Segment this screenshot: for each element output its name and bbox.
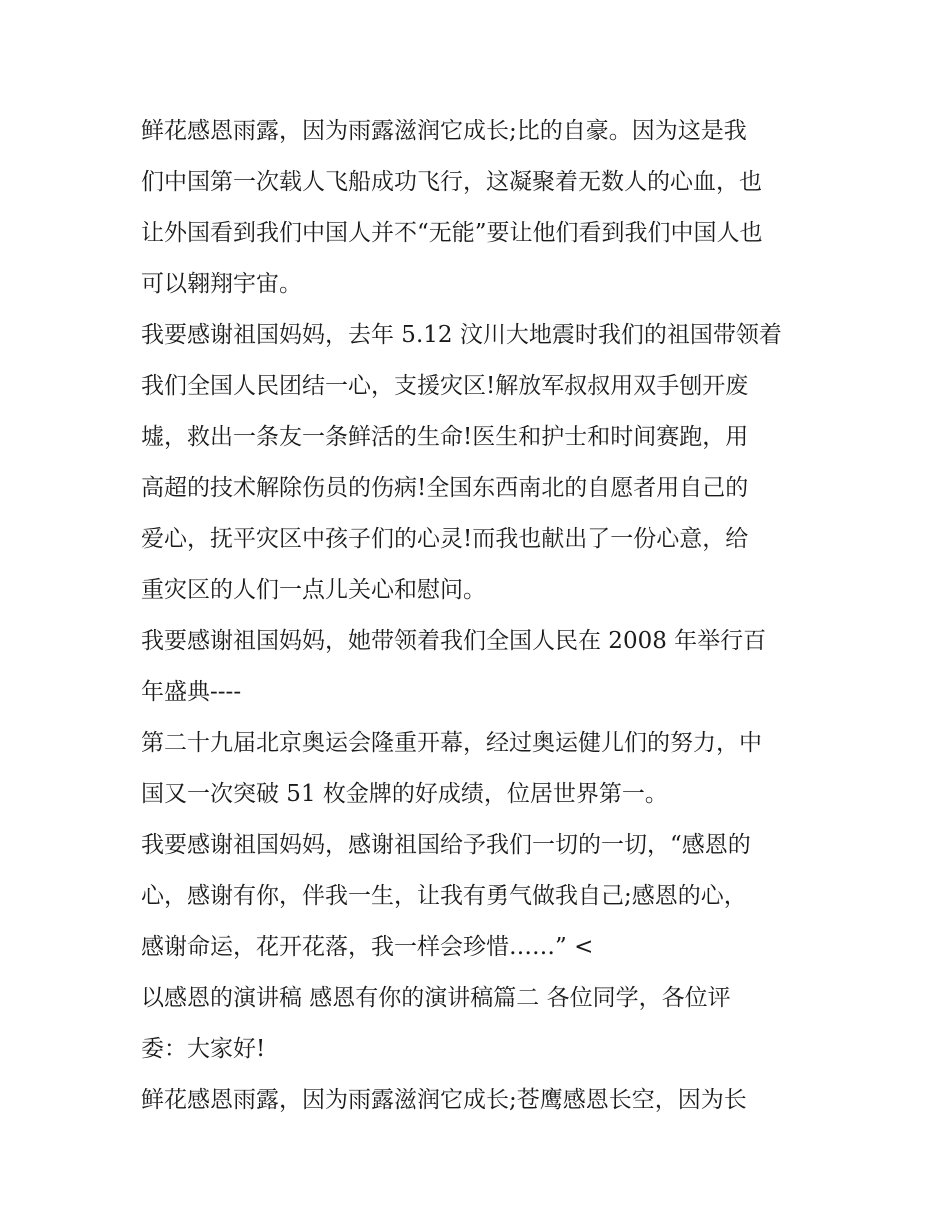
text-line: 们中国第一次载人飞船成功飞行，这凝聚着无数人的心血，也 [141, 169, 762, 195]
text-line: 高超的技术解除伤员的伤病!全国东西南北的自愿者用自己的 [141, 475, 749, 501]
document-body [141, 106, 821, 1126]
text-line: 我们全国人民团结一心，支援灾区!解放军叔叔用双手刨开废 [141, 373, 749, 399]
text-line: 墟，救出一条友一条鲜活的生命!医生和护士和时间赛跑，用 [141, 424, 749, 450]
text-line: 可以翱翔宇宙。 [141, 271, 302, 297]
text-line: 第二十九届北京奥运会隆重开幕，经过奥运健儿们的努力，中 [141, 730, 762, 756]
text-line: 鲜花感恩雨露，因为雨露滋润它成长;比的自豪。因为这是我 [141, 118, 747, 144]
text-line: 委：大家好! [141, 1036, 266, 1062]
text-line: 心，感谢有你，伴我一生，让我有勇气做我自己;感恩的心， [141, 883, 747, 909]
text-line: 国又一次突破 51 枚金牌的好成绩，位居世界第一。 [141, 781, 668, 807]
text-line: 我要感谢祖国妈妈，去年 5.12 汶川大地震时我们的祖国带领着 [141, 322, 782, 348]
text-line: 让外国看到我们中国人并不“无能”要让他们看到我们中国人也 [141, 220, 763, 246]
text-line: 我要感谢祖国妈妈，感谢祖国给予我们一切的一切，“感恩的 [141, 832, 751, 858]
text-line: 爱心，抚平灾区中孩子们的心灵!而我也献出了一份心意，给 [141, 526, 749, 552]
text-line: 感谢命运，花开花落，我一样会珍惜……” < [141, 934, 594, 960]
text-line: 鲜花感恩雨露，因为雨露滋润它成长;苍鹰感恩长空，因为长 [141, 1087, 747, 1113]
text-line: 以感恩的演讲稿 感恩有你的演讲稿篇二 各位同学，各位评 [141, 985, 731, 1011]
text-line: 我要感谢祖国妈妈，她带领着我们全国人民在 2008 年举行百 [141, 628, 767, 654]
text-line: 重灾区的人们一点儿关心和慰问。 [141, 577, 486, 603]
text-line: 年盛典---- [141, 679, 242, 705]
